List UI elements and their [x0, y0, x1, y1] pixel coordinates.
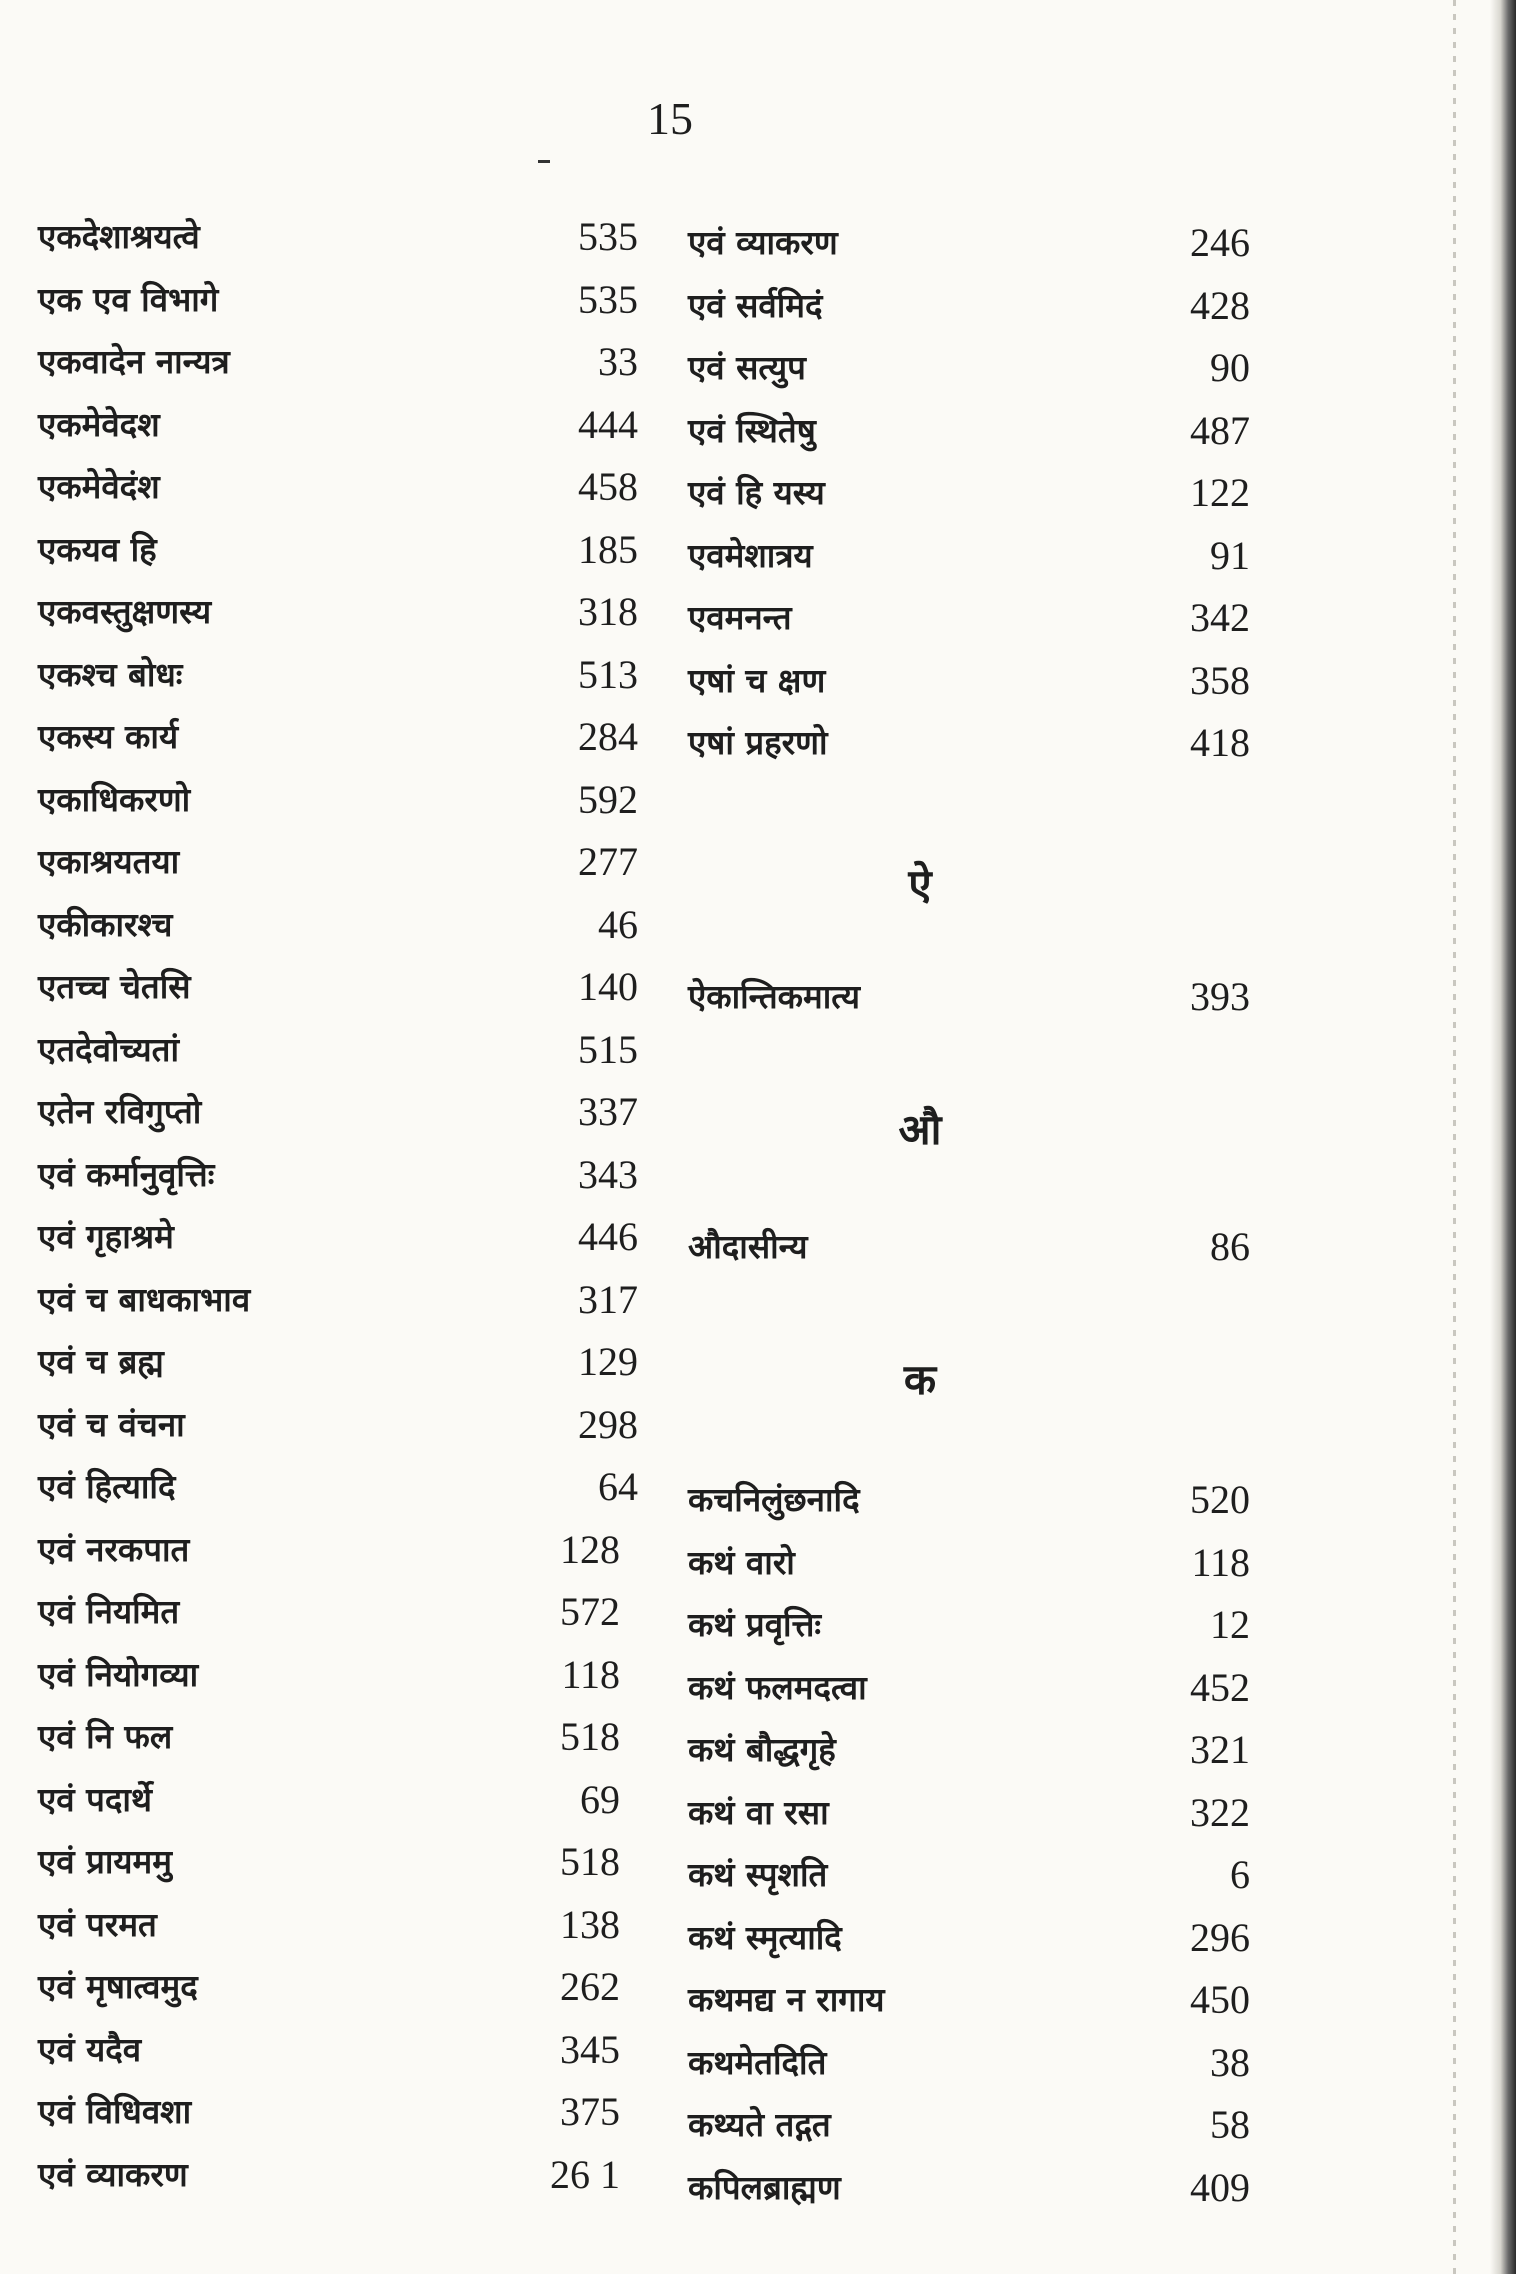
index-page-ref: 520 — [1190, 1477, 1250, 1522]
index-page-ref: 318 — [578, 589, 638, 634]
index-term: एवं मृषात्वमुद — [38, 1967, 198, 2006]
index-page-ref: 572 — [560, 1589, 620, 1634]
index-page-ref: 185 — [578, 526, 638, 572]
index-page-ref: 321 — [1190, 1727, 1250, 1772]
index-term: एकवस्तुक्षणस्य — [38, 592, 212, 631]
index-page-ref: 418 — [1190, 720, 1250, 765]
index-page-ref: 452 — [1190, 1664, 1250, 1710]
index-page-ref: 128 — [560, 1526, 620, 1572]
index-term: एतच्च चेतसि — [38, 967, 191, 1006]
index-term: एवमेशात्रय — [688, 535, 813, 575]
index-page-ref: 592 — [578, 776, 638, 822]
index-page-ref: 122 — [1190, 470, 1250, 515]
index-term: एवं च ब्रह्म — [38, 1342, 164, 1381]
index-page-ref: 375 — [560, 2089, 620, 2134]
index-page-ref: 58 — [1210, 2102, 1250, 2147]
index-term: एवं स्थितेषु — [688, 410, 816, 450]
index-term: एतदेवोच्यतां — [38, 1029, 180, 1069]
index-page-ref: 277 — [578, 839, 638, 884]
index-term: कथं बौद्धगृहे — [688, 1730, 836, 1769]
index-term: एवं यदैव — [38, 2029, 142, 2069]
page-binding-edge — [1490, 0, 1516, 2274]
index-page-ref: 64 — [598, 1464, 638, 1509]
index-page-ref: 317 — [578, 1276, 638, 1322]
index-page-ref: 535 — [578, 276, 638, 322]
index-page-ref: 46 — [598, 901, 638, 947]
index-page-ref: 90 — [1210, 345, 1250, 390]
index-term: एवं कर्मानुवृत्तिः — [38, 1154, 215, 1194]
index-page-ref: 458 — [578, 464, 638, 509]
page-number-dash — [538, 160, 550, 163]
index-term: एवं प्रायममु — [38, 1842, 173, 1881]
index-term: एवं नियमित — [38, 1592, 180, 1631]
section-heading: औ — [898, 1105, 942, 1154]
index-term: एकमेवेदंश — [38, 467, 160, 506]
index-page-ref: 409 — [1190, 2164, 1250, 2210]
index-term: एषां च क्षण — [688, 660, 826, 700]
index-page-ref: 446 — [578, 1214, 638, 1259]
index-term: कथं फलमदत्वा — [688, 1667, 867, 1707]
index-page-ref: 343 — [578, 1151, 638, 1197]
index-term: एवं हि यस्य — [688, 473, 825, 512]
index-page-ref: 515 — [578, 1026, 638, 1072]
index-page-ref: 444 — [578, 401, 638, 447]
index-term: कथं स्पृशति — [688, 1855, 828, 1894]
index-term: एक एव विभागे — [38, 279, 219, 319]
index-page-ref: 91 — [1210, 532, 1250, 578]
index-page-ref: 118 — [1191, 1539, 1250, 1585]
index-page-ref: 129 — [578, 1339, 638, 1384]
index-term: एवं च वंचना — [38, 1404, 185, 1444]
index-page-ref: 140 — [578, 964, 638, 1009]
index-page-ref: 345 — [560, 2026, 620, 2072]
index-page-ref: 38 — [1210, 2039, 1250, 2085]
index-term: एवं सर्वमिदं — [688, 285, 823, 325]
index-page-ref: 535 — [578, 214, 638, 259]
index-term: एकमेवेदश — [38, 404, 160, 444]
index-page-ref: 284 — [578, 714, 638, 759]
index-page-ref: 298 — [578, 1401, 638, 1447]
index-page-ref: 118 — [561, 1651, 620, 1697]
index-page-ref: 337 — [578, 1089, 638, 1134]
index-page-ref: 322 — [1190, 1789, 1250, 1835]
index-term: एकीकारश्च — [38, 904, 173, 944]
index-term: ऐकान्तिकमात्य — [688, 977, 860, 1016]
index-term: एवं नियोगव्या — [38, 1654, 199, 1694]
index-term: कथ्यते तद्गत — [688, 2105, 831, 2144]
index-term: एकदेशाश्रयत्वे — [38, 217, 200, 256]
index-term: एवं सत्युप — [688, 348, 806, 387]
index-page-ref: 69 — [580, 1776, 620, 1822]
index-term: एकस्य कार्य — [38, 717, 179, 756]
index-page-ref: 86 — [1210, 1224, 1250, 1269]
index-page-ref: 138 — [560, 1901, 620, 1947]
index-page-ref: 518 — [560, 1839, 620, 1884]
index-term: एवं परमत — [38, 1904, 157, 1944]
index-page-ref: 296 — [1190, 1914, 1250, 1960]
index-term: एवं गृहाश्रमे — [38, 1217, 174, 1256]
index-term: एवं व्याकरण — [38, 2154, 188, 2194]
index-page-ref: 428 — [1190, 282, 1250, 328]
index-page-ref: 26 1 — [550, 2151, 620, 2197]
index-page-ref: 487 — [1190, 407, 1250, 453]
index-page-ref: 246 — [1190, 220, 1250, 265]
index-term: कपिलब्राह्मण — [688, 2167, 841, 2207]
index-term: कथं प्रवृत्तिः — [688, 1605, 822, 1644]
section-heading: क — [903, 1355, 937, 1404]
index-page-ref: 450 — [1190, 1977, 1250, 2022]
index-term: एवं व्याकरण — [688, 223, 838, 262]
index-page-ref: 518 — [560, 1714, 620, 1759]
index-page-ref: 33 — [598, 339, 638, 384]
index-term: एवं च बाधकाभाव — [38, 1279, 251, 1319]
index-term: एवं नरकपात — [38, 1529, 190, 1569]
index-page-ref: 513 — [578, 651, 638, 697]
index-term: एवमनन्त — [688, 598, 792, 637]
index-page-ref: 393 — [1190, 974, 1250, 1019]
page-number: 15 — [647, 93, 693, 144]
index-page-ref: 262 — [560, 1964, 620, 2009]
index-term: कथमेतदिति — [688, 2042, 827, 2082]
index-term: एकश्च बोधः — [38, 654, 183, 694]
index-page-ref: 342 — [1190, 595, 1250, 640]
index-term: एवं नि फल — [38, 1717, 173, 1756]
index-term: कचनिलुंछनादि — [688, 1480, 860, 1519]
index-term: औदासीन्य — [688, 1227, 808, 1266]
index-term: एतेन रविगुप्तो — [38, 1092, 202, 1131]
index-term: कथं वा रसा — [688, 1792, 829, 1832]
index-term: कथमद्य न रागाय — [688, 1980, 885, 2019]
index-term: एवं पदार्थे — [38, 1779, 152, 1819]
index-term: एवं हित्यादि — [38, 1467, 176, 1506]
index-page-ref: 358 — [1190, 657, 1250, 703]
section-heading: ऐ — [908, 860, 932, 909]
index-term: एषां प्रहरणो — [688, 723, 828, 762]
index-term: कथं स्मृत्यादि — [688, 1917, 842, 1957]
index-term: एकाधिकरणो — [38, 779, 191, 819]
index-term: एकाश्रयतया — [38, 842, 180, 881]
index-page-ref: 12 — [1210, 1602, 1250, 1647]
index-page-ref: 6 — [1230, 1852, 1250, 1897]
index-term: एकयव हि — [38, 529, 157, 569]
index-term: एकवादेन नान्यत्र — [38, 342, 230, 381]
index-term: कथं वारो — [688, 1542, 795, 1582]
page-edge-shadow-line — [1453, 0, 1456, 2274]
index-term: एवं विधिवशा — [38, 2092, 192, 2131]
